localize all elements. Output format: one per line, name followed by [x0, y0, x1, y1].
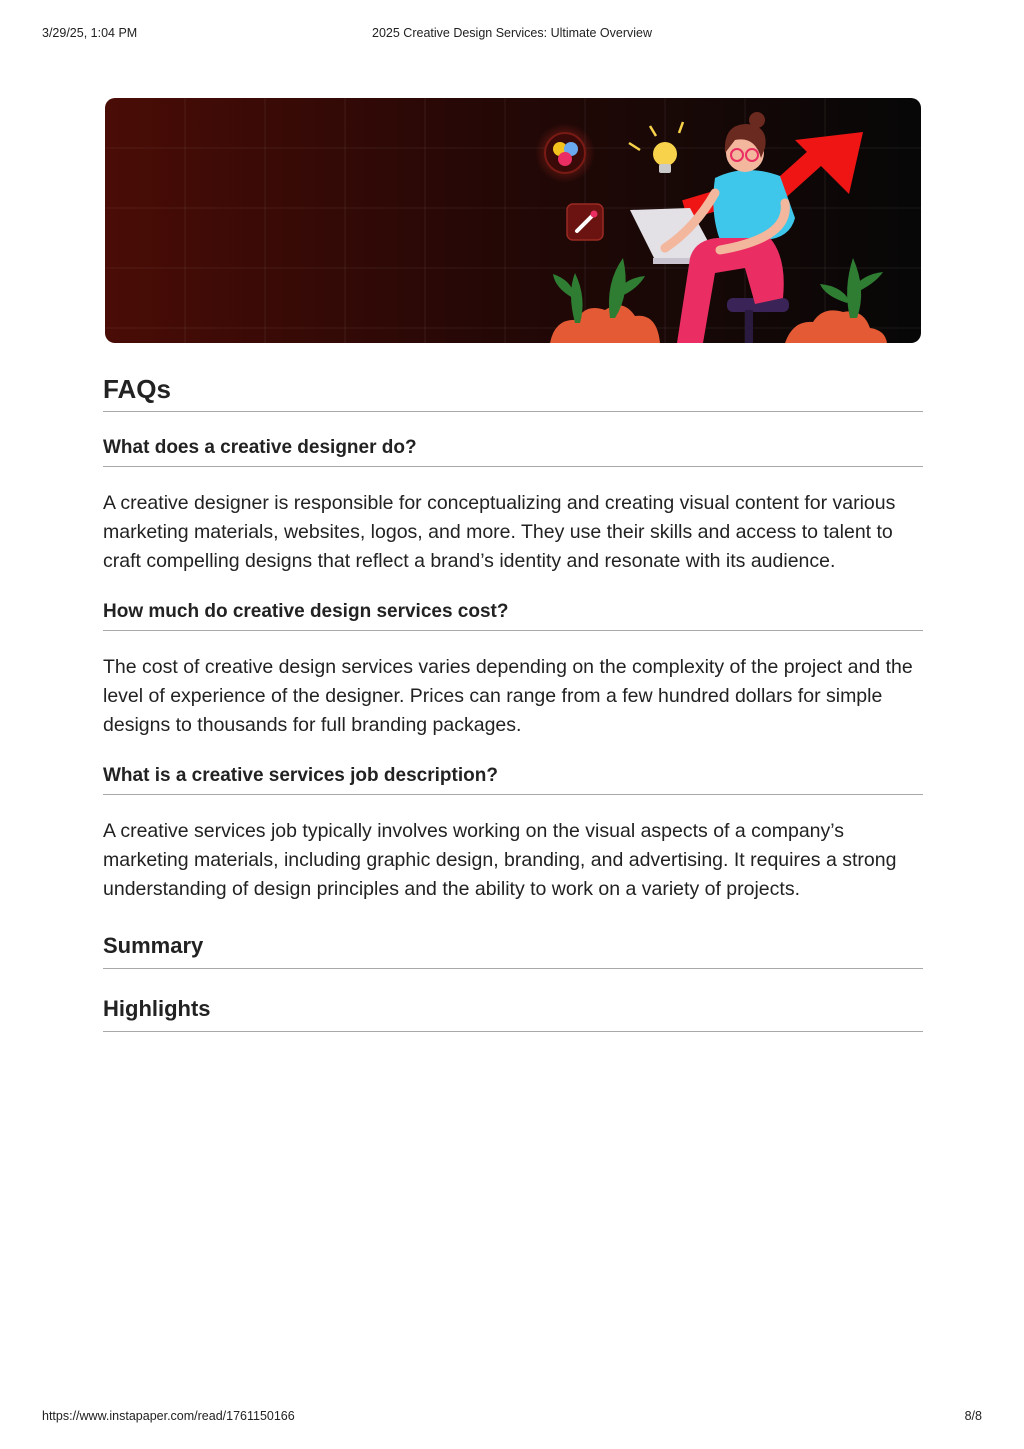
faq-question: How much do creative design services cost?	[103, 600, 923, 631]
faqs-heading: FAQs	[103, 374, 923, 412]
faq-item	[103, 600, 923, 740]
faq-question: What is a creative services job description?	[103, 764, 923, 795]
highlights-heading: Highlights	[103, 995, 923, 1032]
faq-item	[103, 436, 923, 576]
hero-illustration	[105, 98, 921, 343]
summary-heading: Summary	[103, 932, 923, 969]
print-header	[42, 26, 982, 42]
article-content	[103, 98, 923, 1032]
print-date: 3/29/25, 1:04 PM	[42, 26, 138, 40]
faq-question: What does a creative designer do?	[103, 436, 923, 467]
faq-answer: The cost of creative design services varies depending on the complexity of the project and the level of experience of the designer. Prices can range from a few hundred dollars for simple designs to thousands for full branding packages.	[103, 656, 913, 736]
print-document-title: 2025 Creative Design Services: Ultimate Overview	[372, 26, 652, 40]
highlights-section	[103, 995, 923, 1032]
page-number: 8/8	[964, 1409, 982, 1423]
summary-section	[103, 932, 923, 969]
print-footer	[42, 1409, 982, 1425]
faq-item	[103, 764, 923, 904]
faq-answer: A creative designer is responsible for conceptualizing and creating visual content for various marketing materials, websites, logos, and more. They use their skills and access to talent to craft compelling designs that reflect a brand’s identity and resonate with its audience.	[103, 492, 896, 572]
faq-answer: A creative services job typically involves working on the visual aspects of a company’s marketing materials, including graphic design, branding, and advertising. It requires a strong understanding of design principles and the ability to work on a variety of projects.	[103, 820, 897, 900]
print-url: https://www.instapaper.com/read/1761150166	[42, 1409, 295, 1423]
